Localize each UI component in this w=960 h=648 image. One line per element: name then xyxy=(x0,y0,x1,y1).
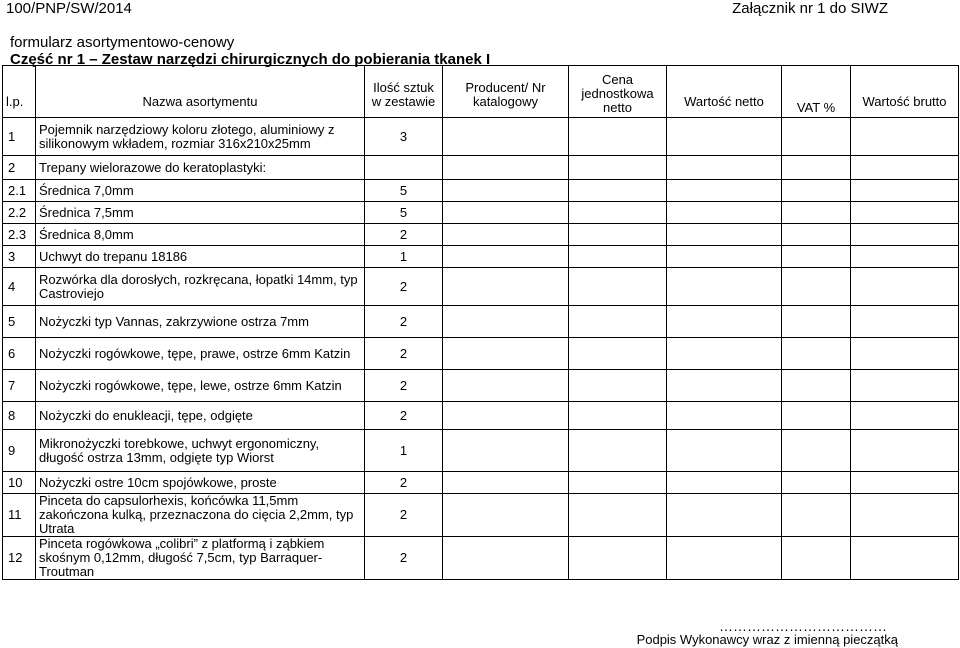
row-vat xyxy=(782,306,851,338)
row-producer xyxy=(443,370,569,402)
row-unit-price xyxy=(569,472,667,494)
row-unit-price xyxy=(569,180,667,202)
row-name: Trepany wielorazowe do keratoplastyki: xyxy=(36,156,365,180)
row-net-value xyxy=(667,268,782,306)
row-unit-price xyxy=(569,224,667,246)
row-gross-value xyxy=(851,156,959,180)
row-vat xyxy=(782,472,851,494)
row-name: Nożyczki rogówkowe, tępe, lewe, ostrze 6mm Katzin xyxy=(36,370,365,402)
row-unit-price xyxy=(569,118,667,156)
row-unit-price xyxy=(569,430,667,472)
row-net-value xyxy=(667,402,782,430)
row-vat xyxy=(782,402,851,430)
row-vat xyxy=(782,156,851,180)
table-row xyxy=(3,537,959,580)
row-gross-value xyxy=(851,202,959,224)
row-gross-value xyxy=(851,268,959,306)
row-name: Pinceta do capsulorhexis, końcówka 11,5mm zakończona kulką, przeznaczona do cięcia 2,2mm, typ Utrata xyxy=(36,494,365,537)
row-producer xyxy=(443,246,569,268)
row-name: Mikronożyczki torebkowe, uchwyt ergonomiczny, długość ostrza 13mm, odgięte typ Wiorst xyxy=(36,430,365,472)
row-name: Nożyczki typ Vannas, zakrzywione ostrza 7mm xyxy=(36,306,365,338)
table-row xyxy=(3,224,959,246)
row-vat xyxy=(782,537,851,580)
table-row xyxy=(3,402,959,430)
row-lp: 2.2 xyxy=(3,202,36,224)
table-row xyxy=(3,202,959,224)
table-body xyxy=(3,118,959,580)
row-gross-value xyxy=(851,472,959,494)
row-producer xyxy=(443,338,569,370)
row-qty: 5 xyxy=(365,180,443,202)
row-gross-value xyxy=(851,224,959,246)
assortment-price-table xyxy=(2,65,959,580)
row-vat xyxy=(782,180,851,202)
row-qty: 2 xyxy=(365,370,443,402)
table-row xyxy=(3,370,959,402)
row-qty: 2 xyxy=(365,338,443,370)
row-name: Pojemnik narzędziowy koloru złotego, aluminiowy z silikonowym wkładem, rozmiar 316x210x25mm xyxy=(36,118,365,156)
row-producer xyxy=(443,180,569,202)
row-net-value xyxy=(667,494,782,537)
row-qty: 1 xyxy=(365,430,443,472)
row-qty: 2 xyxy=(365,402,443,430)
row-qty: 5 xyxy=(365,202,443,224)
signature-label: Podpis Wykonawcy wraz z imienną pieczątką xyxy=(636,632,898,647)
row-unit-price xyxy=(569,338,667,370)
row-qty: 3 xyxy=(365,118,443,156)
row-vat xyxy=(782,494,851,537)
row-lp: 2.1 xyxy=(3,180,36,202)
row-lp: 5 xyxy=(3,306,36,338)
row-net-value xyxy=(667,180,782,202)
row-producer xyxy=(443,537,569,580)
row-qty: 2 xyxy=(365,537,443,580)
row-gross-value xyxy=(851,118,959,156)
row-lp: 3 xyxy=(3,246,36,268)
row-producer xyxy=(443,494,569,537)
part-title: Część nr 1 – Zestaw narzędzi chirurgicznych do pobierania tkanek I xyxy=(10,51,491,68)
row-net-value xyxy=(667,118,782,156)
row-net-value xyxy=(667,370,782,402)
column-header-net-value: Wartość netto xyxy=(667,66,782,118)
signature-line: ……………………………… xyxy=(719,618,887,634)
row-unit-price xyxy=(569,246,667,268)
table-row xyxy=(3,494,959,537)
row-producer xyxy=(443,202,569,224)
row-qty xyxy=(365,156,443,180)
row-unit-price xyxy=(569,268,667,306)
table-row xyxy=(3,338,959,370)
row-vat xyxy=(782,246,851,268)
row-producer xyxy=(443,402,569,430)
column-header-unit-price: Cena jednostkowa netto xyxy=(569,66,667,118)
row-lp: 2 xyxy=(3,156,36,180)
row-lp: 1 xyxy=(3,118,36,156)
table-row xyxy=(3,118,959,156)
column-header-name: Nazwa asortymentu xyxy=(36,66,365,118)
row-qty: 2 xyxy=(365,306,443,338)
table-row xyxy=(3,180,959,202)
row-gross-value xyxy=(851,306,959,338)
row-producer xyxy=(443,118,569,156)
row-vat xyxy=(782,430,851,472)
row-name: Średnica 7,0mm xyxy=(36,180,365,202)
row-producer xyxy=(443,472,569,494)
column-header-lp: l.p. xyxy=(3,66,36,118)
row-unit-price xyxy=(569,202,667,224)
row-net-value xyxy=(667,537,782,580)
form-title: formularz asortymentowo-cenowy xyxy=(10,34,235,51)
row-net-value xyxy=(667,156,782,180)
table-row xyxy=(3,268,959,306)
row-qty: 2 xyxy=(365,224,443,246)
row-unit-price xyxy=(569,494,667,537)
row-qty: 2 xyxy=(365,472,443,494)
row-gross-value xyxy=(851,494,959,537)
row-gross-value xyxy=(851,402,959,430)
row-lp: 11 xyxy=(3,494,36,537)
document-reference: 100/PNP/SW/2014 xyxy=(6,0,132,17)
row-gross-value xyxy=(851,370,959,402)
row-qty: 2 xyxy=(365,268,443,306)
row-lp: 4 xyxy=(3,268,36,306)
row-net-value xyxy=(667,246,782,268)
row-lp: 12 xyxy=(3,537,36,580)
row-qty: 2 xyxy=(365,494,443,537)
row-vat xyxy=(782,202,851,224)
row-net-value xyxy=(667,306,782,338)
table-row xyxy=(3,306,959,338)
table-row xyxy=(3,246,959,268)
row-producer xyxy=(443,306,569,338)
row-lp: 9 xyxy=(3,430,36,472)
row-name: Uchwyt do trepanu 18186 xyxy=(36,246,365,268)
row-net-value xyxy=(667,430,782,472)
row-gross-value xyxy=(851,338,959,370)
column-header-gross-value: Wartość brutto xyxy=(851,66,959,118)
row-producer xyxy=(443,430,569,472)
row-vat xyxy=(782,118,851,156)
row-vat xyxy=(782,370,851,402)
annex-label: Załącznik nr 1 do SIWZ xyxy=(732,0,888,17)
row-unit-price xyxy=(569,370,667,402)
row-name: Średnica 8,0mm xyxy=(36,224,365,246)
row-net-value xyxy=(667,202,782,224)
row-lp: 6 xyxy=(3,338,36,370)
row-unit-price xyxy=(569,156,667,180)
column-header-qty: Ilość sztuk w zestawie xyxy=(365,66,443,118)
row-vat xyxy=(782,224,851,246)
row-vat xyxy=(782,268,851,306)
table-row xyxy=(3,472,959,494)
row-lp: 10 xyxy=(3,472,36,494)
row-net-value xyxy=(667,472,782,494)
row-producer xyxy=(443,156,569,180)
row-net-value xyxy=(667,338,782,370)
row-gross-value xyxy=(851,180,959,202)
row-name: Nożyczki rogówkowe, tępe, prawe, ostrze 6mm Katzin xyxy=(36,338,365,370)
table-row xyxy=(3,430,959,472)
row-lp: 2.3 xyxy=(3,224,36,246)
row-name: Średnica 7,5mm xyxy=(36,202,365,224)
row-producer xyxy=(443,224,569,246)
row-gross-value xyxy=(851,246,959,268)
row-qty: 1 xyxy=(365,246,443,268)
column-header-vat: VAT % xyxy=(782,66,851,118)
row-gross-value xyxy=(851,430,959,472)
row-unit-price xyxy=(569,306,667,338)
row-name: Nożyczki ostre 10cm spojówkowe, proste xyxy=(36,472,365,494)
row-producer xyxy=(443,268,569,306)
row-name: Nożyczki do enukleacji, tępe, odgięte xyxy=(36,402,365,430)
row-name: Pinceta rogówkowa „colibri” z platformą i ząbkiem skośnym 0,12mm, długość 7,5cm, typ Barraquer-Troutman xyxy=(36,537,365,580)
column-header-producer: Producent/ Nr katalogowy xyxy=(443,66,569,118)
row-unit-price xyxy=(569,402,667,430)
row-lp: 7 xyxy=(3,370,36,402)
row-gross-value xyxy=(851,537,959,580)
table-row xyxy=(3,156,959,180)
row-name: Rozwórka dla dorosłych, rozkręcana, łopatki 14mm, typ Castroviejo xyxy=(36,268,365,306)
row-unit-price xyxy=(569,537,667,580)
row-vat xyxy=(782,338,851,370)
row-net-value xyxy=(667,224,782,246)
row-lp: 8 xyxy=(3,402,36,430)
